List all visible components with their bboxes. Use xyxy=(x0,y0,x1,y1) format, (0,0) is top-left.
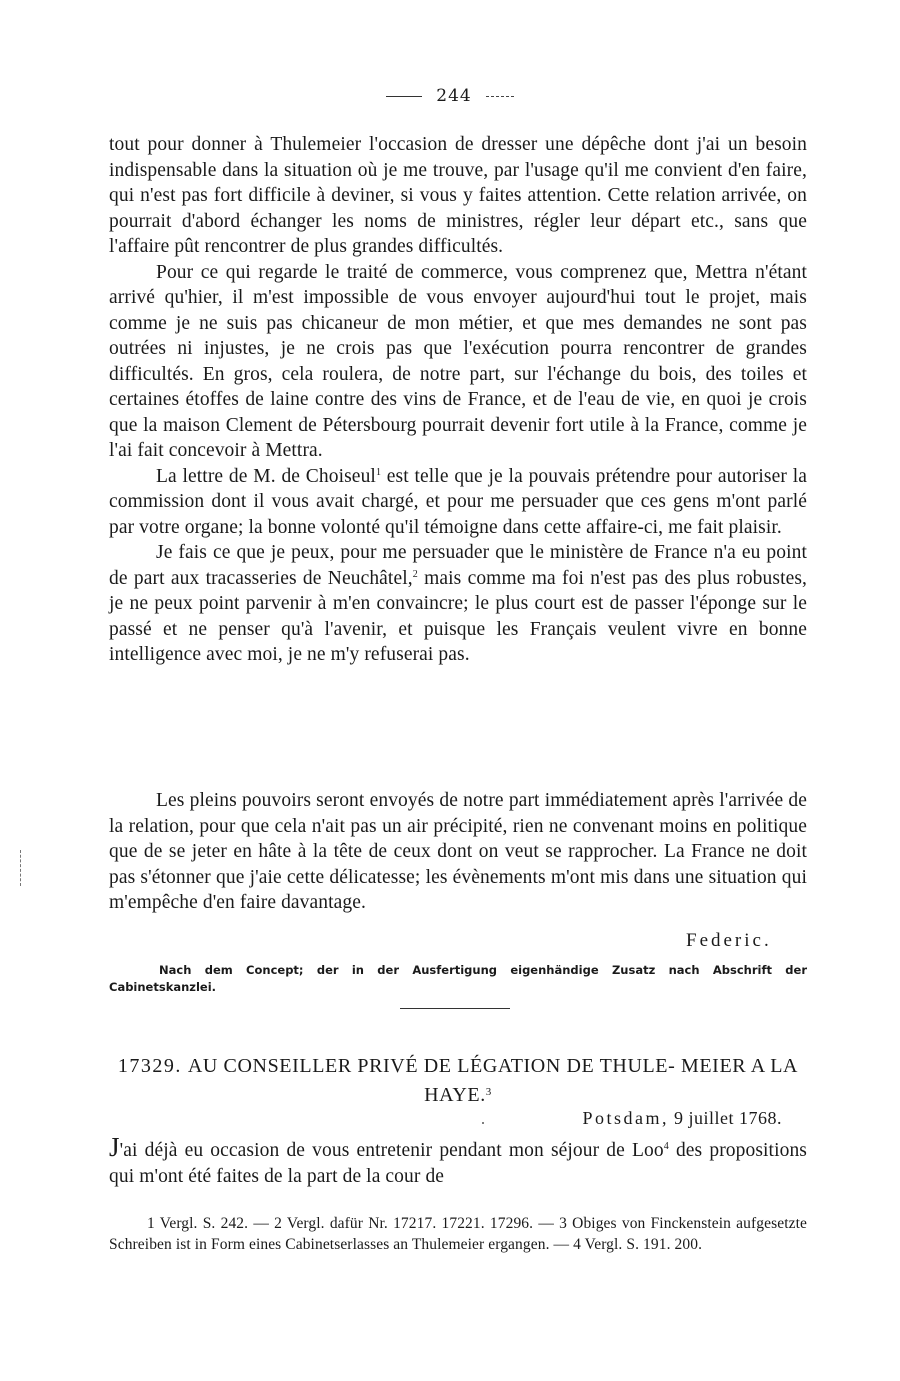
paragraph-text: des propositions qui m'ont été faites de la part de la cour de xyxy=(109,1140,807,1187)
footnote-ref: 2 xyxy=(412,568,418,580)
letter-body xyxy=(109,1132,807,1189)
letter-postscript xyxy=(109,788,807,916)
letter-body-continued xyxy=(109,132,807,668)
margin-mark xyxy=(20,850,21,886)
paragraph-text: mais comme ma foi n'est pas des plus robustes, je ne peux point parvenir à m'en convaincre; le plus court est de passer l'éponge sur le passé et ne penser qu'à l'avenir, et puisque les Français veulent vivre en bonne intelligence avec moi, je ne m'y refuserai pas. xyxy=(109,567,808,665)
footnotes: 1 Vergl. S. 242. — 2 Vergl. dafür Nr. 17217. 17221. 17296. — 3 Obiges von Finckenstein aufgesetzte Schreiben ist in Form eines Cabinetserlasses an Thulemeier ergangen. — 4 Vergl. S. 191. 200. xyxy=(109,1215,807,1253)
footnote-ref: 4 xyxy=(663,1141,669,1152)
signature: Federic. xyxy=(686,930,772,951)
source-note: Nach dem Concept; der in der Ausfertigung eigenhändige Zusatz nach Abschrift der Cabinetskanzlei. xyxy=(109,963,807,994)
dateline-place: Potsdam, xyxy=(582,1108,669,1128)
initial-letter: J xyxy=(109,1132,120,1162)
paragraph-text: est telle que je la pouvais prétendre pour autoriser la commission dont il vous avait chargé, et pour me persuader que ces gens m'ont parlé par votre organe; la bonne volonté qu'il témoigne dans cette affaire-ci, me fait plaisir. xyxy=(109,465,807,538)
paragraph-text: 'ai déjà eu occasion de vous entretenir pendant mon séjour de Loo xyxy=(119,1140,664,1161)
footnote-ref: 1 xyxy=(375,466,382,478)
dateline-date: 9 juillet 1768. xyxy=(674,1108,782,1128)
paragraph: Pour ce qui regarde le traité de commerce, vous comprenez que, Mettra n'étant arrivé qu'hier, il m'est impossible de vous envoyer aujourd'hui tout le projet, mais comme je ne suis pas chicaneur de mon métier, et que mes demandes ne sont pas outrées ni injustes, je ne crois pas que l'exécution pourra rencontrer de grandes difficultés. En gros, cela roulera, de notre part, sur l'échange du bois, des toiles et certaines étoffes de laine contre des vins de France, et de l'eau de vie, en quoi je crois que la maison Clement de Pétersbourg pourrait devenir fort utile à la France, comme je l'ai fait concevoir à Mettra. xyxy=(109,261,807,461)
header-rule-left xyxy=(386,96,422,97)
section-divider xyxy=(400,1008,510,1009)
header-rule-right xyxy=(486,96,514,97)
dateline xyxy=(582,1108,782,1129)
page-number: 244 xyxy=(436,86,472,106)
paragraph xyxy=(109,1132,807,1189)
document-number: 17329. xyxy=(117,1055,182,1077)
paragraph xyxy=(109,540,807,668)
page-header xyxy=(0,86,900,106)
footnote-ref: 3 xyxy=(485,1086,492,1098)
stray-dot xyxy=(482,1122,484,1124)
section-heading xyxy=(109,1053,807,1108)
paragraph xyxy=(109,464,807,541)
paragraph: Les pleins pouvoirs seront envoyés de notre part immédiatement après l'arrivée de la relation, pour que cela n'ait pas un air précipité, rien ne convenant moins en politique que de se jeter en hâte à la tête de ceux dont on veut se rapprocher. La France ne doit pas s'étonner que j'aie cette délicatesse; les évènements m'ont mis dans une situation qui m'empêche d'en faire davantage. xyxy=(109,790,807,913)
paragraph-text: Je fais ce que je peux, pour me persuader que le ministère de France n'a eu point de part aux tracasseries de Neuchâtel, xyxy=(109,542,807,589)
paragraph-text: La lettre de M. de Choiseul xyxy=(156,465,376,487)
paragraph: tout pour donner à Thulemeier l'occasion de dresser une dépêche dont j'ai un besoin indispensable dans la situation où je me trouve, par l'usage qu'il me convient d'en faire, qui n'est pas fort difficile à deviner, si vous y faites attention. Cette relation arrivée, on pourrait d'abord échanger les noms de ministres, régler leur départ etc., sans que l'affaire pût rencontrer de plus grandes difficultés. xyxy=(109,134,807,257)
section-title: AU CONSEILLER PRIVÉ DE LÉGATION DE THULE- MEIER A LA HAYE. xyxy=(187,1055,799,1106)
